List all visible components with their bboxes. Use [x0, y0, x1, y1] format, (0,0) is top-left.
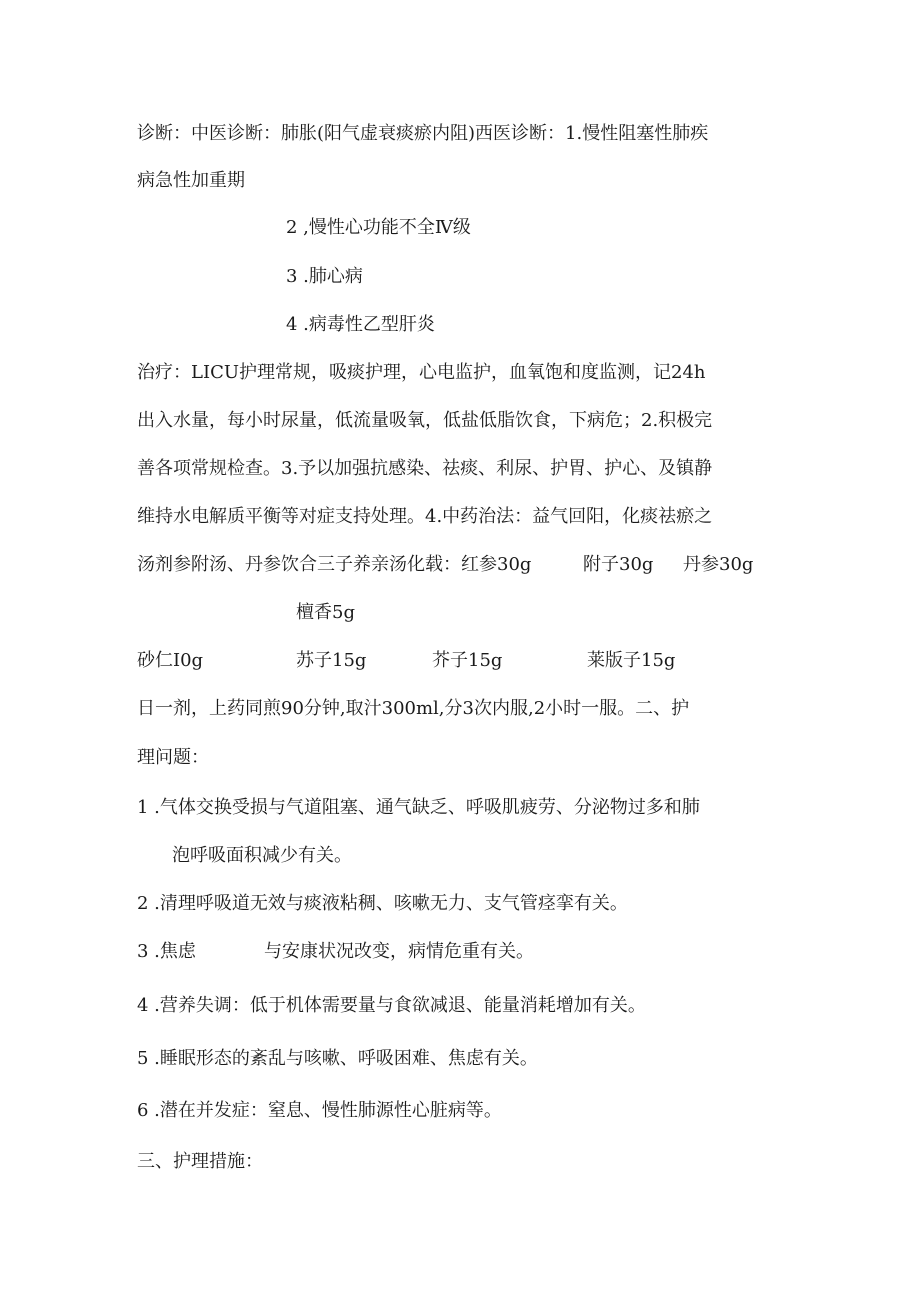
section-3-heading: 三、护理措施： [137, 1151, 263, 1172]
nursing-problem-1-line-2: 泡呼吸面积减少有关。 [172, 845, 352, 866]
prescription-intro: 汤剂参附汤、丹参饮合三子养亲汤化载：红参30g [137, 554, 532, 575]
diagnosis-line-1: 诊断：中医诊断：肺胀(阳气虚衰痰瘀内阻)西医诊断：1.慢性阻塞性肺疾 [137, 123, 709, 144]
diagnosis-item-3: 3 .肺心病 [286, 266, 363, 287]
herb-fuzi: 附子30g [583, 554, 654, 575]
nursing-problem-3-text: 与安康状况改变，病情危重有关。 [264, 941, 534, 962]
herb-tanxiang: 檀香5g [296, 602, 355, 623]
treatment-line-3: 善各项常规检查。3.予以加强抗感染、祛痰、利尿、护胃、护心、及镇静 [137, 458, 713, 479]
nursing-problem-1-line-1: 1 .气体交换受损与气道阻塞、通气缺乏、呼吸肌疲劳、分泌物过多和肺 [137, 797, 700, 818]
nursing-problem-6: 6 .潜在并发症：窒息、慢性肺源性心脏病等。 [137, 1100, 502, 1121]
nursing-problem-2: 2 .清理呼吸道无效与痰液粘稠、咳嗽无力、支气管痉挛有关。 [137, 893, 628, 914]
treatment-line-2: 出入水量，每小时尿量，低流量吸氧，低盐低脂饮食，下病危；2.积极完 [137, 410, 713, 431]
nursing-problem-4: 4 .营养失调：低于机体需要量与食欲减退、能量消耗增加有关。 [137, 995, 646, 1016]
treatment-line-1: 治疗：LICU护理常规，吸痰护理，心电监护，血氧饱和度监测，记24h [137, 362, 706, 383]
diagnosis-item-4: 4 .病毒性乙型肝炎 [286, 314, 435, 335]
diagnosis-item-2: 2 ,慢性心功能不全Ⅳ级 [286, 217, 471, 238]
herb-suzi: 苏子15g [296, 650, 367, 671]
diagnosis-line-2: 病急性加重期 [137, 170, 245, 191]
herb-sharen: 砂仁I0g [137, 650, 204, 671]
nursing-problem-3-label: 3 .焦虑 [137, 941, 196, 962]
herb-danshen: 丹参30g [683, 554, 754, 575]
herb-jiezi: 芥子15g [432, 650, 503, 671]
dosage-line-1: 日一剂，上药同煎90分钟,取汁300ml,分3次内服,2小时一服。二、护 [137, 698, 690, 719]
treatment-line-4: 维持水电解质平衡等对症支持处理。4.中药治法：益气回阳，化痰祛瘀之 [137, 506, 713, 527]
herb-laifuzi: 莱版子15g [587, 650, 676, 671]
nursing-problem-5: 5 .睡眠形态的紊乱与咳嗽、呼吸困难、焦虑有关。 [137, 1048, 538, 1069]
dosage-line-2: 理问题： [137, 747, 209, 768]
